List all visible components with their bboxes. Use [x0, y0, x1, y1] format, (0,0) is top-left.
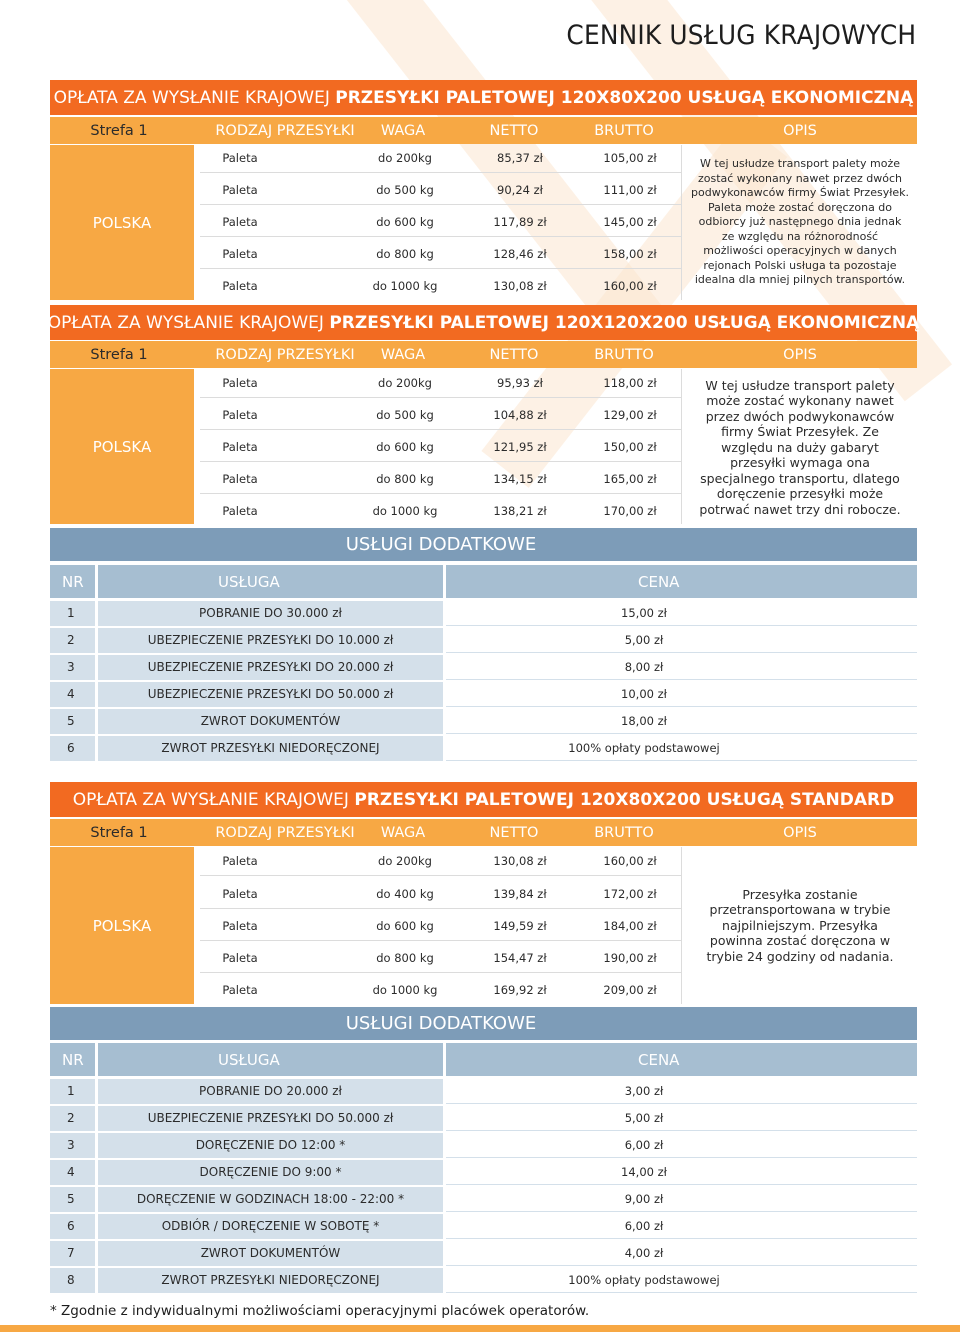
banner-plain-text: OPŁATA ZA WYSŁANIE KRAJOWEJ: [53, 87, 336, 108]
service-name: DORĘCZENIE DO 9:00 *: [98, 1160, 443, 1185]
cargo-kind: Paleta: [222, 983, 258, 997]
net-price-cell: 117,89 zł: [493, 215, 547, 229]
service-price: 100% opłaty podstawowej: [446, 1268, 917, 1293]
service-row: [50, 655, 917, 682]
net-price-cell: 130,08 zł: [493, 854, 547, 868]
gross-price-cell: 118,00 zł: [603, 376, 657, 390]
banner-bold-text: PRZESYŁKI PALETOWEJ 120X120X200 USŁUGĄ EKONOMICZNĄ: [329, 312, 920, 333]
footnote: * Zgodnie z indywidualnymi możliwościami operacyjnymi placówek operatorów.: [50, 1303, 590, 1319]
weight-cell: do 400 kg: [376, 887, 434, 901]
service-row: [50, 709, 917, 736]
net-price-cell: 90,24 zł: [497, 183, 543, 197]
table-row: [200, 368, 682, 398]
gross-price-cell: 150,00 zł: [603, 440, 657, 454]
table-row: [200, 464, 682, 494]
region-label: POLSKA: [50, 847, 194, 1004]
banner-bold-text: PRZESYŁKI PALETOWEJ 120X80X200 USŁUGĄ STANDARD: [354, 789, 895, 810]
table-header: [50, 341, 917, 368]
header-weight: WAGA: [380, 122, 426, 139]
cargo-kind: Paleta: [222, 951, 258, 965]
service-number: 1: [50, 601, 95, 626]
net-price-cell: 130,08 zł: [493, 279, 547, 293]
section-banner: [50, 782, 917, 817]
weight-cell: do 1000 kg: [372, 504, 438, 518]
banner-bold-text: PRZESYŁKI PALETOWEJ 120X80X200 USŁUGĄ EKONOMICZNĄ: [335, 87, 914, 108]
weight-cell: do 200kg: [378, 151, 432, 165]
header-net: NETTO: [489, 122, 539, 139]
service-description: W tej usłudze transport palety może zostać wykonany nawet przez dwóch podwykonawców firmy Świat Przesyłek. Paleta może zostać doręczona do odbiorcy już następnego dnia jednak ze względu na różnorodność możliwości operacyjnych w danych rejonach Polski usługa ta pozostaje idealna dla mniej pilnych transportów.: [691, 157, 909, 287]
service-number: 4: [50, 682, 95, 707]
header-description: OPIS: [783, 346, 817, 363]
service-row: [50, 601, 917, 628]
gross-price-cell: 170,00 zł: [603, 504, 657, 518]
gross-price-cell: 145,00 zł: [603, 215, 657, 229]
gross-price-cell: 105,00 zł: [603, 151, 657, 165]
service-number: 2: [50, 1106, 95, 1131]
service-number: 7: [50, 1241, 95, 1266]
weight-cell: do 800 kg: [376, 951, 434, 965]
section-banner: [47, 305, 920, 340]
service-number: 6: [50, 736, 95, 761]
header-zone: Strefa 1: [90, 122, 148, 139]
region-label: POLSKA: [50, 145, 194, 300]
header-price: CENA: [446, 565, 917, 598]
gross-price-cell: 184,00 zł: [603, 919, 657, 933]
service-name: UBEZPIECZENIE PRZESYŁKI DO 10.000 zł: [98, 628, 443, 653]
service-row: [50, 1079, 917, 1106]
weight-cell: do 1000 kg: [372, 983, 438, 997]
banner-plain-text: OPŁATA ZA WYSŁANIE KRAJOWEJ: [72, 789, 355, 810]
cargo-kind: Paleta: [222, 408, 258, 422]
bottom-bar: [0, 1325, 960, 1332]
service-number: 4: [50, 1160, 95, 1185]
service-price: 9,00 zł: [446, 1187, 917, 1212]
header-kind: RODZAJ PRZESYŁKI: [215, 122, 355, 139]
weight-cell: do 1000 kg: [372, 279, 438, 293]
service-name: UBEZPIECZENIE PRZESYŁKI DO 50.000 zł: [98, 1106, 443, 1131]
service-price: 18,00 zł: [446, 709, 917, 734]
service-price: 5,00 zł: [446, 1106, 917, 1131]
divider: [681, 369, 682, 524]
cargo-kind: Paleta: [222, 472, 258, 486]
table-row: [200, 975, 682, 1005]
header-kind: RODZAJ PRZESYŁKI: [215, 346, 355, 363]
gross-price-cell: 160,00 zł: [603, 279, 657, 293]
header-description: OPIS: [783, 824, 817, 841]
gross-price-cell: 190,00 zł: [603, 951, 657, 965]
services-title: USŁUGI DODATKOWE: [50, 1007, 917, 1040]
service-number: 3: [50, 1133, 95, 1158]
weight-cell: do 600 kg: [376, 215, 434, 229]
table-row: [200, 175, 682, 205]
service-number: 5: [50, 709, 95, 734]
service-number: 3: [50, 655, 95, 680]
cargo-kind: Paleta: [222, 279, 258, 293]
table-row: [200, 911, 682, 941]
net-price-cell: 149,59 zł: [493, 919, 547, 933]
table-row: [200, 943, 682, 973]
divider: [681, 847, 682, 1004]
service-number: 6: [50, 1214, 95, 1239]
service-name: ZWROT PRZESYŁKI NIEDORĘCZONEJ: [98, 736, 443, 761]
service-row: [50, 1187, 917, 1214]
table-header: [50, 819, 917, 846]
service-row: [50, 628, 917, 655]
cargo-kind: Paleta: [222, 919, 258, 933]
service-name: POBRANIE DO 30.000 zł: [98, 601, 443, 626]
weight-cell: do 800 kg: [376, 247, 434, 261]
services-header: [50, 565, 917, 598]
weight-cell: do 600 kg: [376, 440, 434, 454]
service-price: 14,00 zł: [446, 1160, 917, 1185]
service-row: [50, 1160, 917, 1187]
header-kind: RODZAJ PRZESYŁKI: [215, 824, 355, 841]
cargo-kind: Paleta: [222, 247, 258, 261]
gross-price-cell: 111,00 zł: [603, 183, 657, 197]
header-gross: BRUTTO: [594, 824, 654, 841]
table-row: [200, 271, 682, 301]
cargo-kind: Paleta: [222, 854, 258, 868]
service-price: 3,00 zł: [446, 1079, 917, 1104]
service-row: [50, 1133, 917, 1160]
gross-price-cell: 158,00 zł: [603, 247, 657, 261]
page-title: CENNIK USŁUG KRAJOWYCH: [566, 20, 916, 51]
header-net: NETTO: [489, 824, 539, 841]
cargo-kind: Paleta: [222, 440, 258, 454]
service-name: DORĘCZENIE DO 12:00 *: [98, 1133, 443, 1158]
service-row: [50, 682, 917, 709]
service-number: 1: [50, 1079, 95, 1104]
services-header: [50, 1043, 917, 1076]
table-row: [200, 143, 682, 173]
service-price: 100% opłaty podstawowej: [446, 736, 917, 761]
service-row: [50, 1268, 917, 1295]
net-price-cell: 154,47 zł: [493, 951, 547, 965]
cargo-kind: Paleta: [222, 887, 258, 901]
gross-price-cell: 129,00 zł: [603, 408, 657, 422]
table-row: [200, 496, 682, 526]
service-row: [50, 1214, 917, 1241]
table-header: [50, 117, 917, 144]
service-price: 8,00 zł: [446, 655, 917, 680]
service-number: 5: [50, 1187, 95, 1212]
net-price-cell: 169,92 zł: [493, 983, 547, 997]
services-title: USŁUGI DODATKOWE: [50, 528, 917, 561]
gross-price-cell: 165,00 zł: [603, 472, 657, 486]
header-weight: WAGA: [380, 346, 426, 363]
service-name: POBRANIE DO 20.000 zł: [98, 1079, 443, 1104]
header-service: USŁUGA: [98, 1043, 443, 1076]
header-price: CENA: [446, 1043, 917, 1076]
cargo-kind: Paleta: [222, 183, 258, 197]
header-weight: WAGA: [380, 824, 426, 841]
table-row: [200, 879, 682, 909]
net-price-cell: 134,15 zł: [493, 472, 547, 486]
service-price: 10,00 zł: [446, 682, 917, 707]
table-row: [200, 207, 682, 237]
weight-cell: do 200kg: [378, 376, 432, 390]
net-price-cell: 85,37 zł: [497, 151, 543, 165]
header-net: NETTO: [489, 346, 539, 363]
net-price-cell: 128,46 zł: [493, 247, 547, 261]
net-price-cell: 138,21 zł: [493, 504, 547, 518]
net-price-cell: 95,93 zł: [497, 376, 543, 390]
net-price-cell: 104,88 zł: [493, 408, 547, 422]
service-name: ZWROT DOKUMENTÓW: [98, 709, 443, 734]
header-service: USŁUGA: [98, 565, 443, 598]
header-description: OPIS: [783, 122, 817, 139]
cargo-kind: Paleta: [222, 504, 258, 518]
service-price: 5,00 zł: [446, 628, 917, 653]
gross-price-cell: 172,00 zł: [603, 887, 657, 901]
weight-cell: do 600 kg: [376, 919, 434, 933]
service-name: UBEZPIECZENIE PRZESYŁKI DO 50.000 zł: [98, 682, 443, 707]
service-name: DORĘCZENIE W GODZINACH 18:00 - 22:00 *: [98, 1187, 443, 1212]
service-row: [50, 1106, 917, 1133]
table-row: [200, 432, 682, 462]
table-row: [200, 239, 682, 269]
weight-cell: do 800 kg: [376, 472, 434, 486]
weight-cell: do 200kg: [378, 854, 432, 868]
header-nr: NR: [50, 565, 95, 598]
section-banner: [50, 80, 917, 115]
table-row: [200, 400, 682, 430]
service-number: 2: [50, 628, 95, 653]
service-name: UBEZPIECZENIE PRZESYŁKI DO 20.000 zł: [98, 655, 443, 680]
cargo-kind: Paleta: [222, 215, 258, 229]
banner-plain-text: OPŁATA ZA WYSŁANIE KRAJOWEJ: [47, 312, 330, 333]
cargo-kind: Paleta: [222, 376, 258, 390]
service-name: ZWROT DOKUMENTÓW: [98, 1241, 443, 1266]
service-description: Przesyłka zostanie przetransportowana w trybie najpilniejszym. Przesyłka powinna zostać doręczona w trybie 24 godziny od nadania.: [706, 886, 894, 964]
service-price: 6,00 zł: [446, 1214, 917, 1239]
region-label: POLSKA: [50, 369, 194, 524]
service-name: ODBIÓR / DORĘCZENIE W SOBOTĘ *: [98, 1214, 443, 1239]
header-gross: BRUTTO: [594, 122, 654, 139]
service-name: ZWROT PRZESYŁKI NIEDORĘCZONEJ: [98, 1268, 443, 1293]
divider: [681, 145, 682, 300]
service-row: [50, 1241, 917, 1268]
header-zone: Strefa 1: [90, 346, 148, 363]
service-price: 6,00 zł: [446, 1133, 917, 1158]
gross-price-cell: 160,00 zł: [603, 854, 657, 868]
service-number: 8: [50, 1268, 95, 1293]
service-description: W tej usłudze transport palety może zostać wykonany nawet przez dwóch podwykonawców firmy Świat Przesyłek. Ze względu na duży gabaryt przesyłki wymaga ona specjalnego transportu, dlatego doręczenie przesyłki może potrwać nawet trzy dni robocze.: [699, 377, 901, 517]
service-price: 15,00 zł: [446, 601, 917, 626]
net-price-cell: 139,84 zł: [493, 887, 547, 901]
net-price-cell: 121,95 zł: [493, 440, 547, 454]
header-gross: BRUTTO: [594, 346, 654, 363]
service-row: [50, 736, 917, 763]
header-zone: Strefa 1: [90, 824, 148, 841]
service-price: 4,00 zł: [446, 1241, 917, 1266]
header-nr: NR: [50, 1043, 95, 1076]
gross-price-cell: 209,00 zł: [603, 983, 657, 997]
cargo-kind: Paleta: [222, 151, 258, 165]
weight-cell: do 500 kg: [376, 408, 434, 422]
table-row: [200, 846, 682, 876]
weight-cell: do 500 kg: [376, 183, 434, 197]
